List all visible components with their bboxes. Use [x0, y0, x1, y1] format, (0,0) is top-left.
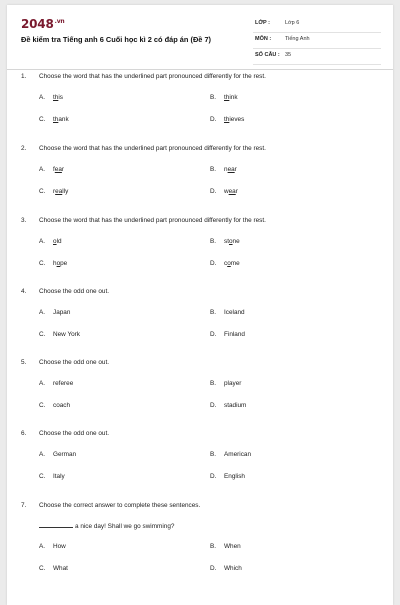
- answer-option[interactable]: [39, 543, 66, 550]
- answer-option[interactable]: [210, 309, 245, 316]
- option-underlined-part: ea: [227, 166, 235, 173]
- answer-option[interactable]: [39, 94, 63, 101]
- option-underlined-part: o: [53, 238, 57, 245]
- option-letter: D.: [210, 116, 217, 123]
- option-letter: B.: [210, 451, 217, 458]
- question-text: [7, 144, 393, 153]
- meta-row-class: [253, 17, 381, 33]
- option-text: w: [224, 188, 229, 195]
- question-text: [7, 429, 393, 438]
- option-letter: B.: [210, 94, 217, 101]
- question-number: 2.: [21, 145, 27, 152]
- question-text: [7, 358, 393, 367]
- question-prompt: Choose the word that has the underlined part pronounced differently for the rest.: [39, 217, 266, 224]
- answer-option[interactable]: [210, 451, 251, 458]
- answer-options: [7, 94, 393, 138]
- option-letter: C.: [39, 188, 46, 195]
- answer-option[interactable]: [210, 94, 238, 101]
- option-text-rest: ne: [232, 238, 240, 245]
- option-letter: A.: [39, 166, 46, 173]
- question-block: [7, 216, 393, 282]
- option-letter: A.: [39, 238, 46, 245]
- question-block: [7, 72, 393, 138]
- option-letter: D.: [210, 565, 217, 572]
- option-text-rest: ink: [229, 94, 238, 101]
- answer-option[interactable]: [210, 116, 244, 123]
- option-letter: B.: [210, 238, 217, 245]
- question-number: 6.: [21, 430, 27, 437]
- answer-option[interactable]: [39, 380, 73, 387]
- answer-option[interactable]: [210, 565, 242, 572]
- option-text: English: [224, 473, 245, 480]
- option-underlined-part: th: [53, 116, 59, 123]
- option-text: Finland: [224, 331, 245, 338]
- answer-option[interactable]: [210, 260, 240, 267]
- question-number: 4.: [21, 288, 27, 295]
- question-prompt: Choose the odd one out.: [39, 288, 109, 295]
- option-letter: A.: [39, 380, 46, 387]
- site-logo[interactable]: [21, 17, 64, 31]
- option-text: h: [53, 260, 57, 267]
- question-number: 3.: [21, 217, 27, 224]
- answer-option[interactable]: [39, 331, 80, 338]
- question-prompt: Choose the odd one out.: [39, 430, 109, 437]
- option-underlined-part: th: [53, 94, 59, 101]
- answer-option[interactable]: [210, 543, 241, 550]
- option-text: Iceland: [224, 309, 245, 316]
- meta-row-count: [253, 49, 381, 65]
- question-list: [7, 70, 393, 572]
- option-text: Which: [224, 565, 242, 572]
- option-underlined-part: ea: [228, 188, 236, 195]
- option-letter: B.: [210, 309, 217, 316]
- option-text: coach: [53, 402, 71, 409]
- option-letter: C.: [39, 473, 46, 480]
- option-text: How: [53, 543, 66, 550]
- option-text: Japan: [53, 309, 71, 316]
- option-underlined-part: ea: [54, 166, 62, 173]
- option-letter: B.: [210, 380, 217, 387]
- question-number: 1.: [21, 73, 27, 80]
- answer-options: [7, 238, 393, 282]
- option-text: Italy: [53, 473, 65, 480]
- logo-text: 2048: [21, 17, 54, 31]
- option-letter: D.: [210, 260, 217, 267]
- exam-page: [7, 5, 393, 605]
- option-text-rest: pe: [60, 260, 68, 267]
- option-text: What: [53, 565, 68, 572]
- option-letter: D.: [210, 331, 217, 338]
- option-text: German: [53, 451, 77, 458]
- exam-title: Đề kiểm tra Tiếng anh 6 Cuối học kì 2 có đáp án (Đề 7): [21, 35, 212, 44]
- meta-value: 35: [285, 52, 292, 58]
- option-letter: A.: [39, 309, 46, 316]
- meta-value: Tiếng Anh: [285, 36, 310, 42]
- meta-label: LỚP :: [255, 20, 270, 26]
- answer-option[interactable]: [39, 565, 68, 572]
- question-text: [7, 287, 393, 296]
- option-text-rest: lly: [62, 188, 69, 195]
- answer-options: [7, 543, 393, 587]
- question-text: [7, 216, 393, 225]
- option-underlined-part: o: [56, 260, 61, 267]
- exam-meta: [253, 17, 381, 65]
- answer-option[interactable]: [39, 402, 70, 409]
- option-text: referee: [53, 380, 74, 387]
- option-letter: C.: [39, 116, 46, 123]
- question-prompt: Choose the word that has the underlined part pronounced differently for the rest.: [39, 73, 266, 80]
- option-text-rest: r: [234, 166, 237, 173]
- meta-label: MÔN :: [255, 36, 272, 42]
- option-text: stadium: [224, 402, 247, 409]
- question-block: [7, 287, 393, 353]
- question-text: [7, 501, 393, 510]
- option-letter: B.: [210, 166, 217, 173]
- question-block: [7, 358, 393, 424]
- answer-options: [7, 451, 393, 495]
- option-letter: C.: [39, 331, 46, 338]
- option-letter: D.: [210, 188, 217, 195]
- option-text: r: [53, 188, 56, 195]
- option-letter: B.: [210, 543, 217, 550]
- question-prompt: Choose the correct answer to complete these sentences.: [39, 502, 201, 509]
- exam-header: [7, 5, 393, 70]
- option-text-rest: me: [230, 260, 240, 267]
- answer-blank: [39, 527, 73, 528]
- question-block: [7, 429, 393, 495]
- fill-in-sentence: [39, 523, 393, 530]
- option-text: American: [224, 451, 251, 458]
- answer-option[interactable]: [39, 260, 67, 267]
- answer-option[interactable]: [39, 451, 76, 458]
- option-text: f: [53, 166, 55, 173]
- option-letter: D.: [210, 402, 217, 409]
- option-letter: C.: [39, 260, 46, 267]
- answer-option[interactable]: [39, 188, 68, 195]
- option-text: n: [224, 166, 228, 173]
- logo-suffix: .vn: [54, 18, 65, 25]
- option-text: When: [224, 543, 241, 550]
- option-text-rest: ld: [56, 238, 62, 245]
- option-letter: A.: [39, 94, 46, 101]
- option-text-rest: is: [58, 94, 63, 101]
- option-text-rest: ieves: [229, 116, 245, 123]
- answer-option[interactable]: [210, 402, 246, 409]
- meta-value: Lớp 6: [285, 20, 300, 26]
- option-text: c: [224, 260, 228, 267]
- question-number: 7.: [21, 502, 27, 509]
- question-block: [7, 501, 393, 587]
- answer-option[interactable]: [210, 238, 240, 245]
- option-underlined-part: th: [224, 116, 230, 123]
- answer-option[interactable]: [210, 473, 245, 480]
- answer-option[interactable]: [39, 309, 70, 316]
- option-letter: C.: [39, 565, 46, 572]
- meta-row-subject: [253, 33, 381, 49]
- answer-options: [7, 309, 393, 353]
- sentence-text: a nice day! Shall we go swimming?: [75, 523, 175, 530]
- option-text: st: [224, 238, 229, 245]
- answer-option[interactable]: [210, 331, 245, 338]
- option-underlined-part: o: [227, 260, 231, 267]
- answer-option[interactable]: [210, 380, 241, 387]
- answer-options: [7, 380, 393, 424]
- answer-option[interactable]: [39, 473, 65, 480]
- option-underlined-part: ea: [55, 188, 63, 195]
- option-letter: A.: [39, 451, 46, 458]
- answer-options: [7, 166, 393, 210]
- question-block: [7, 144, 393, 210]
- meta-label: SỐ CÂU :: [255, 52, 280, 58]
- option-underlined-part: o: [228, 238, 233, 245]
- option-letter: A.: [39, 543, 46, 550]
- answer-option[interactable]: [39, 166, 64, 173]
- option-text-rest: ank: [58, 116, 69, 123]
- option-text: New York: [53, 331, 80, 338]
- option-text-rest: r: [235, 188, 238, 195]
- answer-option[interactable]: [210, 188, 238, 195]
- option-underlined-part: th: [224, 94, 230, 101]
- answer-option[interactable]: [39, 238, 62, 245]
- question-prompt: Choose the odd one out.: [39, 359, 109, 366]
- option-letter: C.: [39, 402, 46, 409]
- option-letter: D.: [210, 473, 217, 480]
- question-prompt: Choose the word that has the underlined part pronounced differently for the rest.: [39, 145, 266, 152]
- answer-option[interactable]: [39, 116, 69, 123]
- answer-option[interactable]: [210, 166, 237, 173]
- option-text-rest: r: [61, 166, 65, 173]
- question-number: 5.: [21, 359, 27, 366]
- option-text: player: [224, 380, 242, 387]
- question-text: [7, 72, 393, 81]
